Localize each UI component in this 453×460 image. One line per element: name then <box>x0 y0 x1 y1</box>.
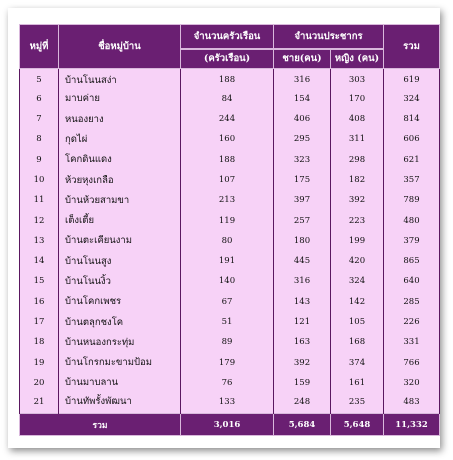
total-cell: 285 <box>384 292 440 312</box>
male-cell: 248 <box>274 393 331 414</box>
male-cell: 121 <box>274 312 331 332</box>
table-row <box>20 69 440 89</box>
female-cell: 199 <box>331 231 384 251</box>
table-row <box>20 190 440 210</box>
village-no-cell: 18 <box>20 332 59 352</box>
female-cell: 168 <box>331 332 384 352</box>
table-footer-row <box>20 414 440 436</box>
male-cell: 445 <box>274 251 331 271</box>
header-total: รวม <box>384 25 440 69</box>
households-cell: 51 <box>181 312 274 332</box>
total-cell: 814 <box>384 109 440 129</box>
village-name-cell: เต็งเตี้ย <box>59 210 181 230</box>
female-cell: 303 <box>331 69 384 89</box>
footer-label: รวม <box>20 414 181 436</box>
village-name-cell: กุดไผ่ <box>59 129 181 149</box>
village-no-cell: 14 <box>20 251 59 271</box>
table-row <box>20 129 440 149</box>
village-no-cell: 13 <box>20 231 59 251</box>
male-cell: 295 <box>274 129 331 149</box>
village-name-cell: มาบค่าย <box>59 89 181 109</box>
households-cell: 244 <box>181 109 274 129</box>
village-no-cell: 21 <box>20 393 59 414</box>
total-cell: 480 <box>384 210 440 230</box>
village-name-cell: บ้านมาบลาน <box>59 373 181 393</box>
male-cell: 316 <box>274 271 331 291</box>
female-cell: 223 <box>331 210 384 230</box>
households-cell: 89 <box>181 332 274 352</box>
female-cell: 142 <box>331 292 384 312</box>
households-cell: 84 <box>181 89 274 109</box>
female-cell: 182 <box>331 170 384 190</box>
village-name-cell: บ้านโนนสูง <box>59 251 181 271</box>
male-cell: 159 <box>274 373 331 393</box>
total-cell: 640 <box>384 271 440 291</box>
village-name-cell: ห้วยหุงเกลือ <box>59 170 181 190</box>
village-no-cell: 20 <box>20 373 59 393</box>
total-cell: 357 <box>384 170 440 190</box>
female-cell: 420 <box>331 251 384 271</box>
households-cell: 140 <box>181 271 274 291</box>
male-cell: 397 <box>274 190 331 210</box>
households-cell: 188 <box>181 69 274 89</box>
total-cell: 331 <box>384 332 440 352</box>
village-name-cell: บ้านตลุกชงโค <box>59 312 181 332</box>
village-name-cell: บ้านตะเคียนงาม <box>59 231 181 251</box>
table-row <box>20 109 440 129</box>
table-row <box>20 210 440 230</box>
households-cell: 67 <box>181 292 274 312</box>
male-cell: 163 <box>274 332 331 352</box>
households-cell: 76 <box>181 373 274 393</box>
female-cell: 298 <box>331 150 384 170</box>
households-cell: 107 <box>181 170 274 190</box>
village-name-cell: หนองยาง <box>59 109 181 129</box>
households-cell: 160 <box>181 129 274 149</box>
village-name-cell: บ้านโคกเพชร <box>59 292 181 312</box>
village-name-cell: บ้านห้วยสามขา <box>59 190 181 210</box>
male-cell: 323 <box>274 150 331 170</box>
households-cell: 80 <box>181 231 274 251</box>
village-no-cell: 11 <box>20 190 59 210</box>
female-cell: 170 <box>331 89 384 109</box>
footer-total: 11,332 <box>384 414 440 436</box>
female-cell: 408 <box>331 109 384 129</box>
footer-male: 5,684 <box>274 414 331 436</box>
male-cell: 154 <box>274 89 331 109</box>
footer-households: 3,016 <box>181 414 274 436</box>
households-cell: 119 <box>181 210 274 230</box>
male-cell: 175 <box>274 170 331 190</box>
table-row <box>20 373 440 393</box>
total-cell: 619 <box>384 69 440 89</box>
table-row <box>20 89 440 109</box>
households-cell: 133 <box>181 393 274 414</box>
female-cell: 392 <box>331 190 384 210</box>
village-name-cell: บ้านหนองกระทุ่ม <box>59 332 181 352</box>
total-cell: 766 <box>384 352 440 372</box>
village-name-cell: บ้านโกรกมะขามป้อม <box>59 352 181 372</box>
table-row <box>20 292 440 312</box>
table-row <box>20 332 440 352</box>
village-no-cell: 15 <box>20 271 59 291</box>
village-no-cell: 10 <box>20 170 59 190</box>
village-no-cell: 12 <box>20 210 59 230</box>
header-households-unit: (ครัวเรือน) <box>181 49 274 69</box>
header-male: ชาย(คน) <box>274 49 331 69</box>
village-no-cell: 16 <box>20 292 59 312</box>
table-row <box>20 393 440 414</box>
population-table <box>19 24 440 436</box>
table-row <box>20 271 440 291</box>
male-cell: 257 <box>274 210 331 230</box>
male-cell: 180 <box>274 231 331 251</box>
female-cell: 105 <box>331 312 384 332</box>
male-cell: 143 <box>274 292 331 312</box>
village-name-cell: บ้านทัพรั้งพัฒนา <box>59 393 181 414</box>
header-households: จำนวนครัวเรือน <box>181 25 274 49</box>
male-cell: 316 <box>274 69 331 89</box>
header-village-name: ชื่อหมู่บ้าน <box>59 25 181 69</box>
male-cell: 392 <box>274 352 331 372</box>
header-female: หญิง (คน) <box>331 49 384 69</box>
total-cell: 379 <box>384 231 440 251</box>
header-population: จำนวนประชากร <box>274 25 384 49</box>
total-cell: 606 <box>384 129 440 149</box>
total-cell: 621 <box>384 150 440 170</box>
total-cell: 320 <box>384 373 440 393</box>
male-cell: 406 <box>274 109 331 129</box>
households-cell: 191 <box>181 251 274 271</box>
village-no-cell: 6 <box>20 89 59 109</box>
footer-female: 5,648 <box>331 414 384 436</box>
table-row <box>20 150 440 170</box>
households-cell: 179 <box>181 352 274 372</box>
village-no-cell: 19 <box>20 352 59 372</box>
header-village-no: หมู่ที่ <box>20 25 59 69</box>
female-cell: 161 <box>331 373 384 393</box>
table-body <box>20 69 440 414</box>
village-name-cell: บ้านโนนงิ้ว <box>59 271 181 291</box>
households-cell: 213 <box>181 190 274 210</box>
total-cell: 324 <box>384 89 440 109</box>
total-cell: 865 <box>384 251 440 271</box>
total-cell: 483 <box>384 393 440 414</box>
total-cell: 226 <box>384 312 440 332</box>
table-row <box>20 170 440 190</box>
table-row <box>20 231 440 251</box>
village-no-cell: 17 <box>20 312 59 332</box>
total-cell: 789 <box>384 190 440 210</box>
table-row <box>20 312 440 332</box>
female-cell: 324 <box>331 271 384 291</box>
female-cell: 235 <box>331 393 384 414</box>
village-no-cell: 9 <box>20 150 59 170</box>
village-name-cell: บ้านโนนสง่า <box>59 69 181 89</box>
village-no-cell: 7 <box>20 109 59 129</box>
female-cell: 311 <box>331 129 384 149</box>
households-cell: 188 <box>181 150 274 170</box>
village-no-cell: 8 <box>20 129 59 149</box>
table-row <box>20 251 440 271</box>
village-no-cell: 5 <box>20 69 59 89</box>
village-name-cell: โคกดินแดง <box>59 150 181 170</box>
female-cell: 374 <box>331 352 384 372</box>
table-row <box>20 352 440 372</box>
